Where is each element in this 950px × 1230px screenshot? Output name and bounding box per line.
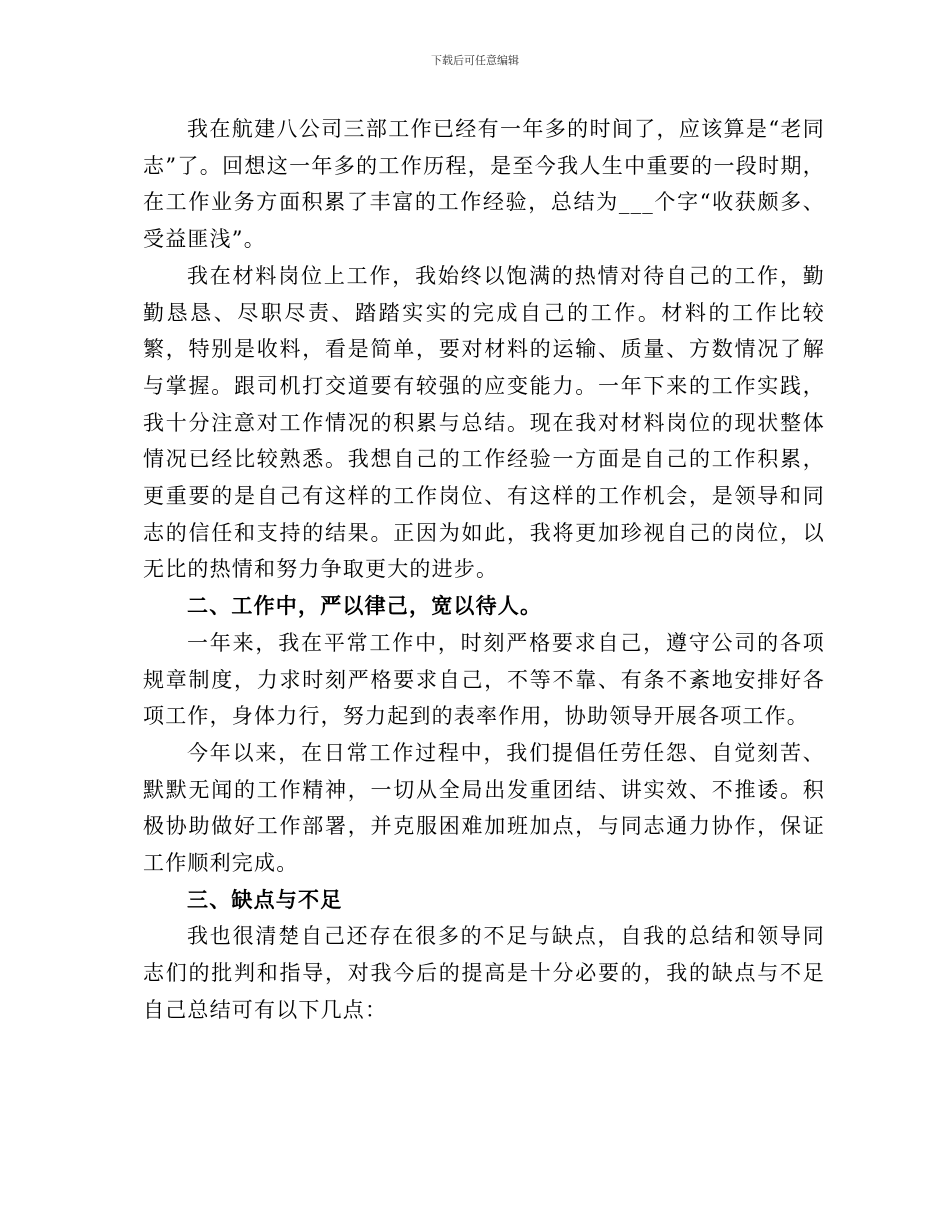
document-body bbox=[143, 111, 825, 1029]
section-heading-3: 三、缺点与不足 bbox=[187, 886, 343, 912]
paragraph-work-spirit: 今年以来，在日常工作过程中，我们提倡任劳任怨、自觉刻苦、默默无闻的工作精神，一切从全局出发重团结、讲实效、不推诿。积极协助做好工作部署，并克服困难加班加点，与同志通力协作，保证工作顺利完成。 bbox=[143, 740, 825, 876]
paragraph-intro: 我在航建八公司三部工作已经有一年多的时间了，应该算是“老同志”了。回想这一年多的工作历程，是至今我人生中重要的一段时期，在工作业务方面积累了丰富的工作经验，总结为___个字“收获颇多、受益匪浅”。 bbox=[143, 117, 825, 252]
paragraph-self-discipline: 一年来，我在平常工作中，时刻严格要求自己，遵守公司的各项规章制度，力求时刻严格要求自己，不等不靠、有条不紊地安排好各项工作，身体力行，努力起到的表率作用，协助领导开展各项工作。 bbox=[143, 630, 825, 729]
paragraph-shortcomings: 我也很清楚自己还存在很多的不足与缺点，自我的总结和领导同志们的批判和指导，对我今后的提高是十分必要的，我的缺点与不足自己总结可有以下几点： bbox=[143, 924, 825, 1022]
paragraph-materials-work: 我在材料岗位上工作，我始终以饱满的热情对待自己的工作，勤勤恳恳、尽职尽责、踏踏实实的完成自己的工作。材料的工作比较繁，特别是收料，看是简单，要对材料的运输、质量、方数情况了解与掌握。跟司机打交道要有较强的应变能力。一年下来的工作实践，我十分注意对工作情况的积累与总结。现在我对材料岗位的现状整体情况已经比较熟悉。我想自己的工作经验一方面是自己的工作积累，更重要的是自己有这样的工作岗位、有这样的工作机会，是领导和同志的信任和支持的结果。正因为如此，我将更加珍视自己的岗位，以无比的热情和努力争取更大的进步。 bbox=[143, 263, 825, 582]
page-header: 下载后可任意编辑 bbox=[431, 54, 519, 67]
section-heading-2: 二、工作中，严以律己，宽以待人。 bbox=[187, 593, 543, 619]
